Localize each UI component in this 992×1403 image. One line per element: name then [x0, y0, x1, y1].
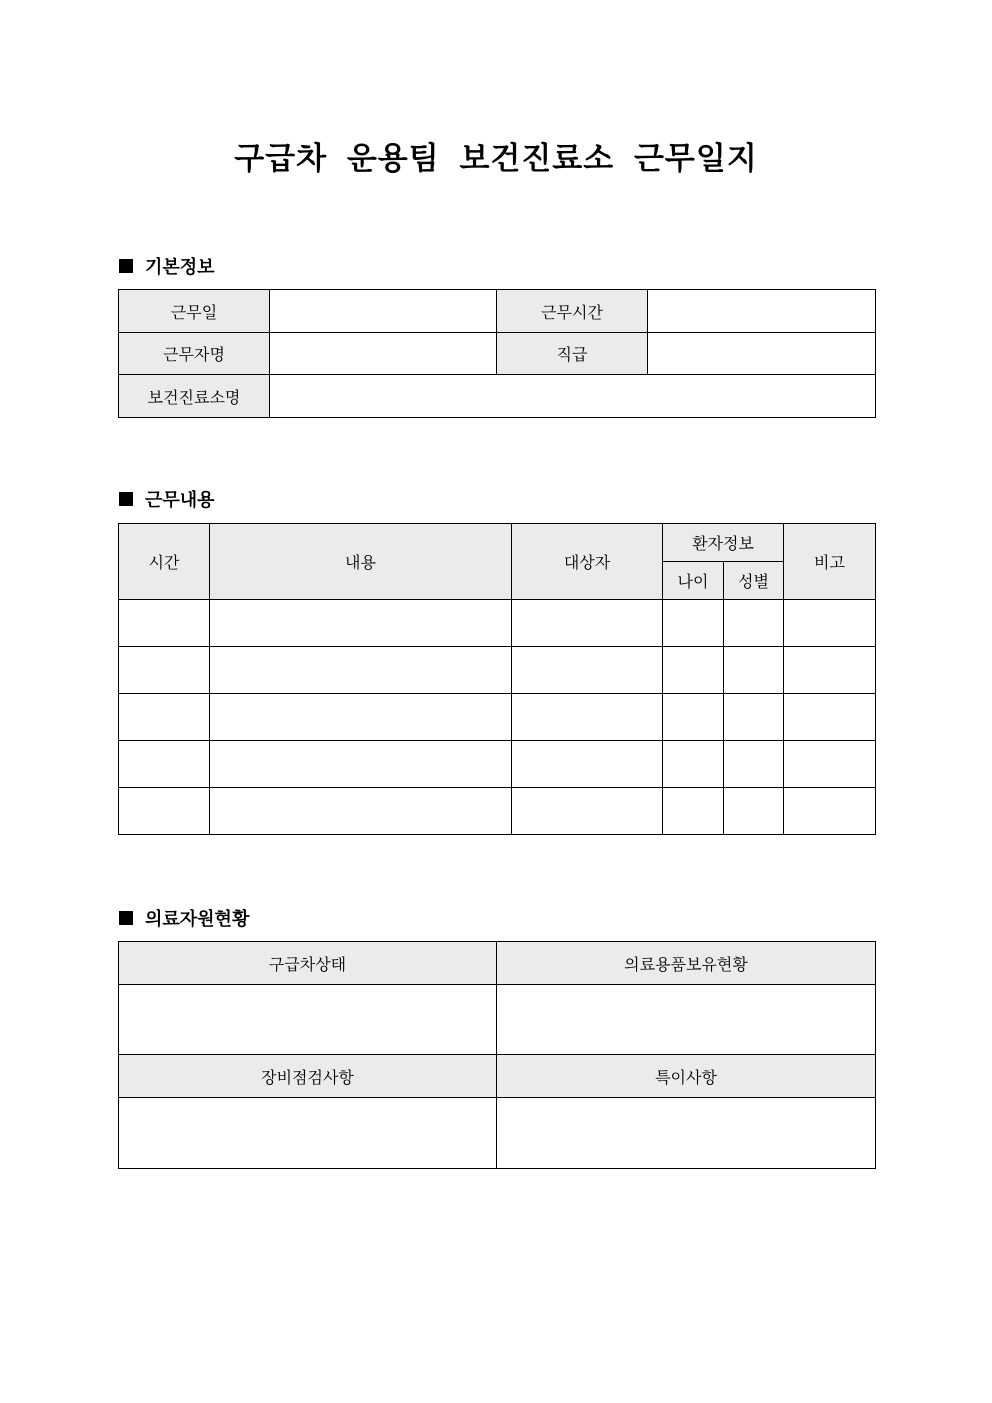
clinic-name-field[interactable]	[270, 375, 876, 418]
table-header-row	[119, 942, 876, 985]
equipment-check-label: 장비점검사항	[119, 1055, 497, 1098]
square-bullet-icon	[119, 492, 133, 506]
square-bullet-icon	[119, 911, 133, 925]
table-row	[119, 985, 876, 1055]
worker-name-field[interactable]	[270, 333, 497, 375]
age-cell[interactable]	[663, 788, 724, 835]
time-cell[interactable]	[119, 788, 210, 835]
position-field[interactable]	[648, 333, 876, 375]
equipment-check-field[interactable]	[119, 1098, 497, 1169]
table-row	[119, 1098, 876, 1169]
table-row	[119, 290, 876, 333]
target-cell[interactable]	[512, 788, 663, 835]
column-header-time: 시간	[119, 524, 210, 600]
column-header-content: 내용	[210, 524, 512, 600]
age-cell[interactable]	[663, 600, 724, 647]
work-hours-field[interactable]	[648, 290, 876, 333]
column-header-patient-info: 환자정보	[663, 524, 784, 562]
gender-cell[interactable]	[724, 600, 784, 647]
content-cell[interactable]	[210, 694, 512, 741]
medical-resources-table	[118, 941, 876, 1169]
clinic-name-label: 보건진료소명	[119, 375, 270, 418]
gender-cell[interactable]	[724, 647, 784, 694]
table-row	[119, 647, 876, 694]
special-notes-label: 특이사항	[497, 1055, 876, 1098]
gender-cell[interactable]	[724, 694, 784, 741]
note-cell[interactable]	[784, 600, 876, 647]
content-cell[interactable]	[210, 788, 512, 835]
work-date-label: 근무일	[119, 290, 270, 333]
target-cell[interactable]	[512, 600, 663, 647]
time-cell[interactable]	[119, 647, 210, 694]
table-header-row	[119, 524, 876, 562]
ambulance-status-label: 구급차상태	[119, 942, 497, 985]
worker-name-label: 근무자명	[119, 333, 270, 375]
table-header-row	[119, 1055, 876, 1098]
age-cell[interactable]	[663, 647, 724, 694]
gender-cell[interactable]	[724, 741, 784, 788]
work-date-field[interactable]	[270, 290, 497, 333]
target-cell[interactable]	[512, 694, 663, 741]
document-title: 구급차 운용팀 보건진료소 근무일지	[234, 141, 758, 177]
table-row	[119, 600, 876, 647]
content-cell[interactable]	[210, 647, 512, 694]
column-header-gender: 성별	[724, 562, 784, 600]
column-header-note: 비고	[784, 524, 876, 600]
table-row	[119, 694, 876, 741]
table-row	[119, 333, 876, 375]
section-heading-work-content	[119, 486, 215, 512]
time-cell[interactable]	[119, 600, 210, 647]
supplies-status-field[interactable]	[497, 985, 876, 1055]
time-cell[interactable]	[119, 741, 210, 788]
target-cell[interactable]	[512, 741, 663, 788]
work-hours-label: 근무시간	[497, 290, 648, 333]
table-row	[119, 788, 876, 835]
basic-info-table	[118, 289, 876, 418]
column-header-target: 대상자	[512, 524, 663, 600]
age-cell[interactable]	[663, 741, 724, 788]
section-title-basic-info: 기본정보	[145, 257, 215, 278]
section-heading-medical-resources	[119, 905, 249, 931]
column-header-age: 나이	[663, 562, 724, 600]
supplies-status-label: 의료용품보유현황	[497, 942, 876, 985]
note-cell[interactable]	[784, 788, 876, 835]
note-cell[interactable]	[784, 694, 876, 741]
ambulance-status-field[interactable]	[119, 985, 497, 1055]
section-heading-basic-info	[119, 253, 215, 279]
note-cell[interactable]	[784, 741, 876, 788]
gender-cell[interactable]	[724, 788, 784, 835]
table-row	[119, 375, 876, 418]
square-bullet-icon	[119, 259, 133, 273]
content-cell[interactable]	[210, 600, 512, 647]
table-row	[119, 741, 876, 788]
section-title-medical-resources: 의료자원현황	[145, 909, 250, 930]
special-notes-field[interactable]	[497, 1098, 876, 1169]
note-cell[interactable]	[784, 647, 876, 694]
age-cell[interactable]	[663, 694, 724, 741]
content-cell[interactable]	[210, 741, 512, 788]
work-content-table	[118, 523, 876, 835]
position-label: 직급	[497, 333, 648, 375]
target-cell[interactable]	[512, 647, 663, 694]
time-cell[interactable]	[119, 694, 210, 741]
section-title-work-content: 근무내용	[145, 490, 215, 511]
